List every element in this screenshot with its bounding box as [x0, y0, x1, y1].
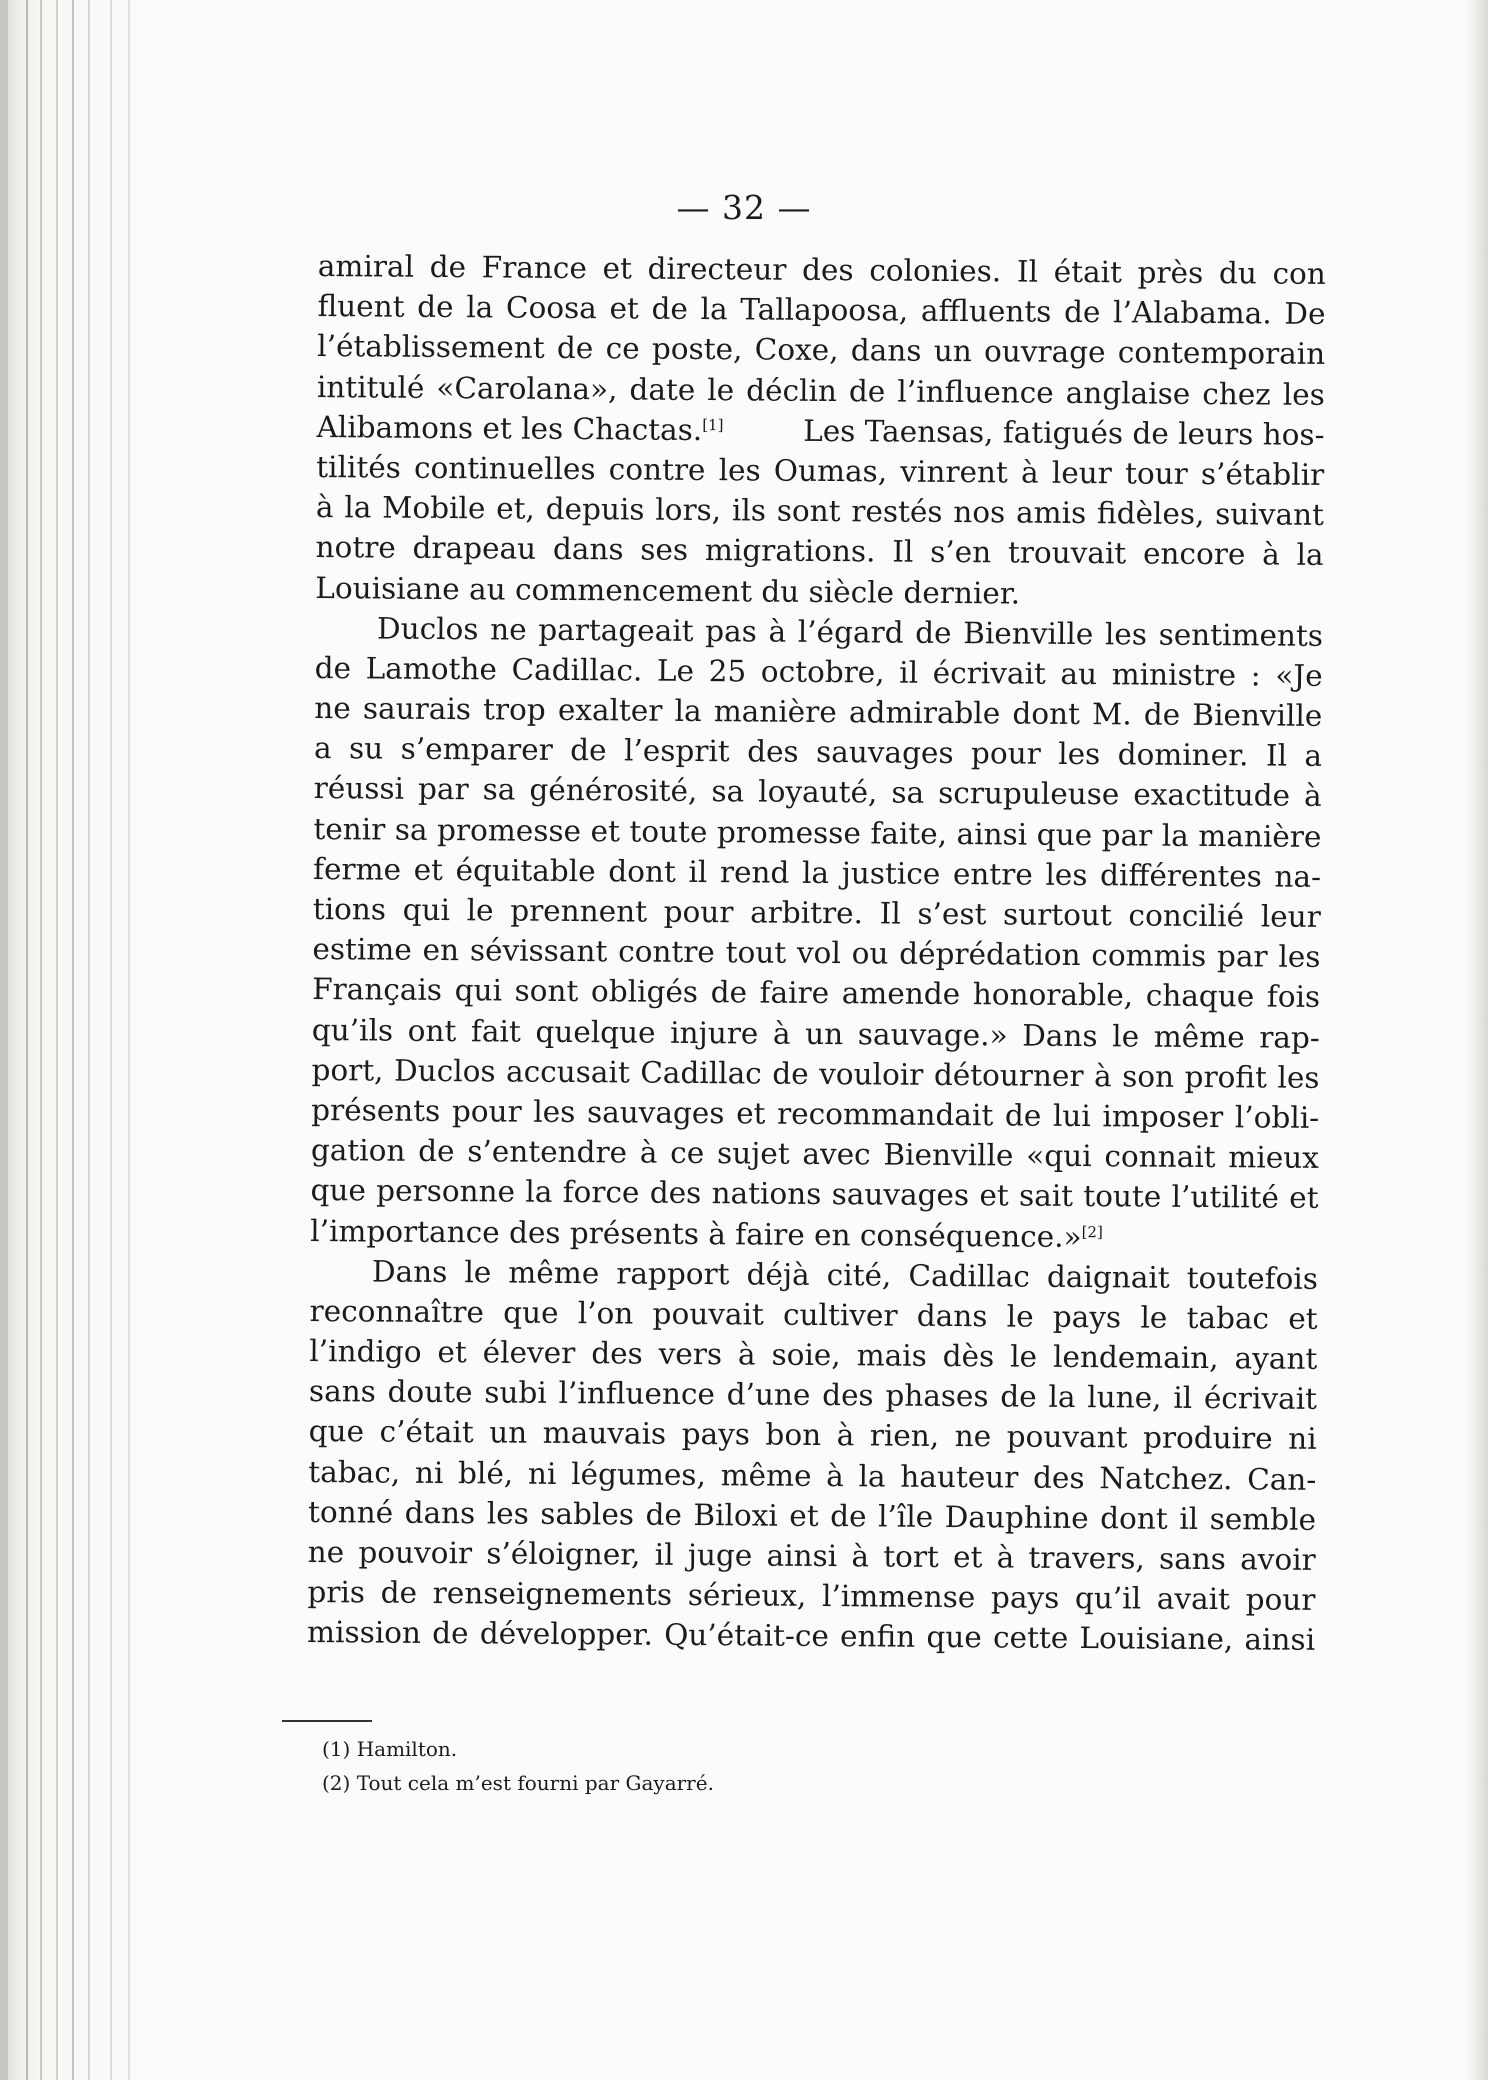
text-line: qu’ils ont fait quelque injure à un sauvage.» Dans le même rap-: [311, 1012, 1320, 1055]
text-line: présents pour les sauvages et recommandait de lui imposer l’obli-: [311, 1092, 1320, 1135]
text-line: réussi par sa générosité, sa loyauté, sa scrupuleuse exactitude à: [313, 771, 1322, 814]
footnote-text: Tout cela m’est fourni par Gayarré.: [356, 1771, 714, 1795]
text-line: à la Mobile et, depuis lors, ils sont restés nos amis fidèles, suivant: [315, 490, 1325, 533]
page-edge-line: [56, 0, 58, 2080]
text-line: pris de renseignements sérieux, l’immense pays qu’il avait pour: [307, 1575, 1316, 1618]
text-line: de Lamothe Cadillac. Le 25 octobre, il écrivait au ministre : «Je: [314, 650, 1323, 693]
page-edge-line: [26, 0, 28, 2080]
text-line: tonné dans les sables de Biloxi et de l’île Dauphine dont il semble: [307, 1494, 1317, 1537]
text-line: l’importance des présents à faire en conséquence.»[2]: [310, 1213, 1103, 1254]
text-line: mission de développer. Qu’était-ce enfin que cette Louisiane, ainsi: [306, 1615, 1316, 1658]
text-line: l’indigo et élever des vers à soie, mais dès le lendemain, ayant: [309, 1334, 1318, 1376]
text-line: l’établissement de ce poste, Coxe, dans un ouvrage contemporain: [317, 329, 1326, 372]
text-line: tions qui le prennent pour arbitre. Il s’est surtout concilié leur: [312, 891, 1321, 934]
text-line: amiral de France et directeur des colonies. Il était près du con: [317, 248, 1326, 291]
page-edge-line: [72, 0, 74, 2080]
text-line: Duclos ne partageait pas à l’égard de Bienville les sentiments: [376, 611, 1324, 653]
page-edge-line: [128, 0, 130, 2080]
text-line: ferme et équitable dont il rend la justice entre les différentes na-: [312, 851, 1322, 894]
footnote-1: [322, 1732, 1222, 1766]
text-line: ne saurais trop exalter la manière admirable dont M. de Bienville: [314, 691, 1323, 733]
page-edge-line: [40, 0, 42, 2080]
footnote-ref-1: [1]: [702, 415, 724, 434]
text-line: Louisiane au commencement du siècle dernier.: [315, 570, 1021, 611]
footnote-mark: (1): [322, 1737, 351, 1761]
footnote-mark: (2): [322, 1771, 351, 1795]
text-line: Dans le même rapport déjà cité, Cadillac daignait toutefois: [371, 1254, 1319, 1296]
page-edge-line: [110, 0, 112, 2080]
text-line: ne pouvoir s’éloigner, il juge ainsi à tort et à travers, sans avoir: [307, 1534, 1316, 1577]
footnote-text: Hamilton.: [356, 1737, 458, 1761]
text-line: tilités continuelles contre les Oumas, vinrent à leur tour s’établir: [316, 449, 1325, 492]
body-text: [307, 246, 1326, 1660]
text-line: intitulé «Carolana», date le déclin de l’influence anglaise chez les: [316, 369, 1325, 412]
binding-shadow: [0, 0, 8, 2080]
footnote-ref-2: [2]: [1081, 1222, 1103, 1241]
text-line: que c’était un mauvais pays bon à rien, ne pouvant produire ni: [308, 1414, 1317, 1457]
text-line: que personne la force des nations sauvages et sait toute l’utilité et: [310, 1173, 1319, 1216]
text-line: Alibamons et les Chactas.[1] Les Taensas, fatigués de leurs hos-: [316, 409, 1325, 452]
text-line: estime en sévissant contre tout vol ou déprédation commis par les: [312, 932, 1321, 975]
footnotes: [322, 1732, 1222, 1800]
text-line: port, Duclos accusait Cadillac de vouloir détourner à son profit les: [311, 1052, 1320, 1095]
text-line: gation de s’entendre à ce sujet avec Bienville «qui connait mieux: [310, 1133, 1320, 1176]
text-line: sans doute subi l’influence d’une des phases de la lune, il écrivait: [308, 1374, 1318, 1417]
text-line: a su s’emparer de l’esprit des sauvages pour les dominer. Il a: [313, 731, 1323, 774]
text-line: fluent de la Coosa et de la Tallapoosa, affluents de l’Alabama. De: [317, 289, 1326, 332]
text-line: tabac, ni blé, ni légumes, même à la hauteur des Natchez. Can-: [308, 1454, 1317, 1497]
text-line: tenir sa promesse et toute promesse faite, ainsi que par la manière: [313, 811, 1322, 854]
footnote-2: [322, 1766, 1222, 1800]
text-line: Français qui sont obligés de faire amende honorable, chaque fois: [312, 972, 1321, 1015]
book-page-edges: [0, 0, 150, 2080]
right-page-border: [1466, 0, 1488, 2080]
text-line: reconnaître que l’on pouvait cultiver dans le pays le tabac et: [309, 1293, 1318, 1336]
page-number: — 32 —: [676, 188, 812, 227]
page-edge-line: [88, 0, 90, 2080]
footnote-separator: [282, 1720, 372, 1722]
text-line: notre drapeau dans ses migrations. Il s’en trouvait encore à la: [315, 530, 1324, 573]
